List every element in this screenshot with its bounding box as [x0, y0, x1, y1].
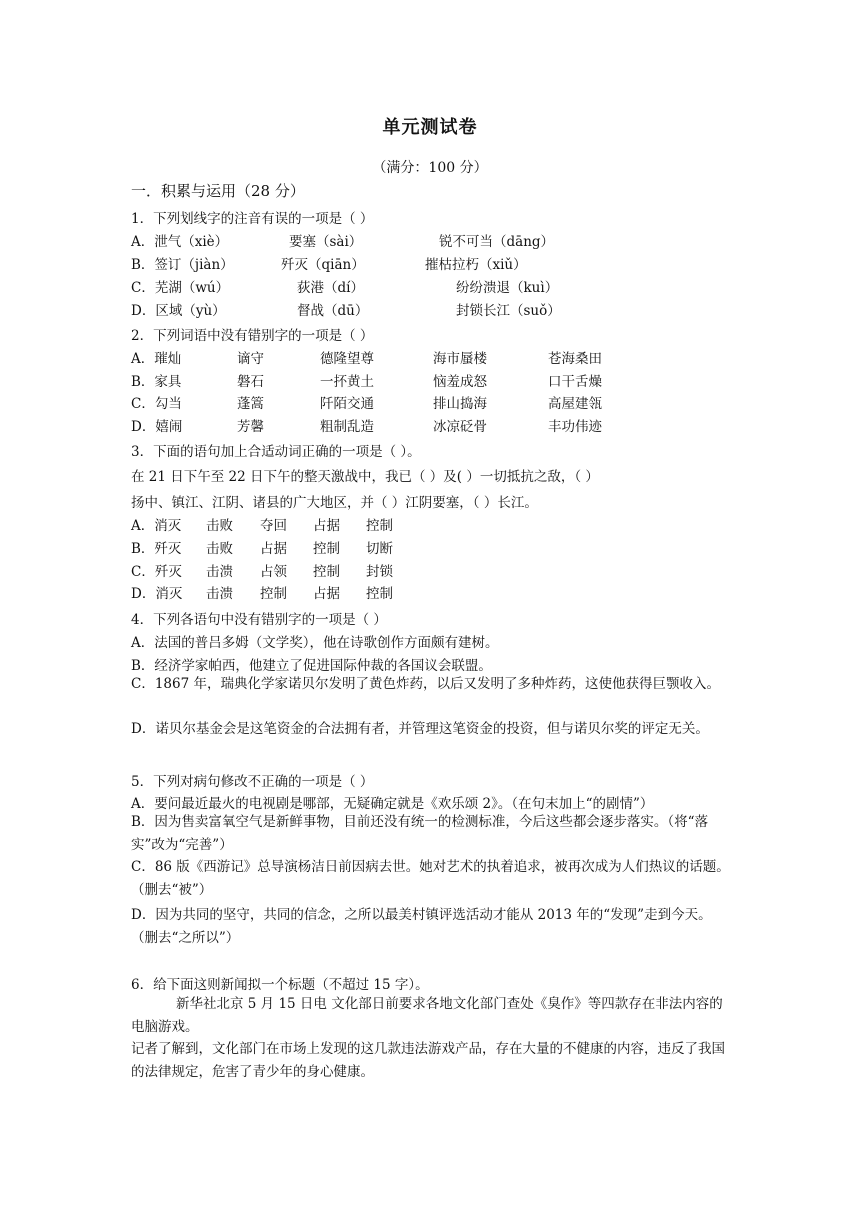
- page-title: 单元测试卷: [382, 117, 478, 138]
- section-heading: 一．积累与运用（28 分）: [131, 182, 305, 200]
- option-word: 控制: [260, 586, 287, 602]
- question-4-option-d: D．诺贝尔基金会是这笔资金的合法拥有者，并管理这笔资金的投资，但与诺贝尔奖的评定无关。: [131, 721, 709, 737]
- option-word: 占据: [260, 541, 287, 557]
- option-word: 德隆望尊: [320, 351, 374, 367]
- option-word: 控制: [366, 586, 393, 602]
- option-word: D．区域（yù）: [131, 303, 226, 319]
- option-word: 粗制乱造: [320, 419, 374, 435]
- option-word: C．芜湖（wú）: [131, 280, 230, 296]
- question-3-stem: 3．下面的语句加上合适动词正确的一项是（ ）。: [131, 444, 421, 460]
- option-word: A．消灭: [131, 518, 182, 534]
- option-word: 控制: [313, 564, 340, 580]
- option-word: 控制: [366, 518, 393, 534]
- option-word: 占据: [313, 586, 340, 602]
- option-word: D．嬉闹: [131, 419, 183, 435]
- question-5-option-a: A．要问最近最火的电视剧是哪部，无疑确定就是《欢乐颂 2》。（在句末加上“的剧情”）: [131, 796, 654, 812]
- option-word: 封锁: [366, 564, 393, 580]
- question-4-option-a: A．法国的普吕多姆（文学奖），他在诗歌创作方面颇有建树。: [131, 635, 499, 651]
- question-4-option-c: C．1867 年，瑞典化学家诺贝尔发明了黄色炸药，以后又发明了多种炸药，这使他获得巨颚收入。: [131, 676, 720, 692]
- option-word: 纷纷溃退（kuì）: [456, 280, 559, 296]
- news-paragraph: 新华社北京 5 月 15 日电 文化部日前要求各地文化部门查处《臭作》等四款存在非法内容的电脑游戏。: [131, 996, 723, 1035]
- option-word: A．璀灿: [131, 351, 182, 367]
- option-word: 高屋建瓴: [548, 396, 602, 412]
- news-paragraph: 记者了解到，文化部门在市场上发现的这几款违法游戏产品，存在大量的不健康的内容，违反了我国的法律规定，危害了青少年的身心健康。: [131, 1041, 725, 1080]
- question-5-stem: 5．下列对病句修改不正确的一项是（ ）: [131, 774, 374, 790]
- option-word: 一抔黄土: [320, 374, 374, 390]
- option-word: D．消灭: [131, 586, 183, 602]
- option-word: 占据: [313, 518, 340, 534]
- option-word: 口干舌燥: [548, 374, 602, 390]
- question-3-text: 扬中、镇江、江阴、诸县的广大地区，并（ ）江阴要塞，（ ）长江。: [131, 495, 538, 511]
- question-4-stem: 4．下列各语句中没有错别字的一项是（ ）: [131, 612, 387, 628]
- option-word: 苍海桑田: [548, 351, 602, 367]
- question-4-option-b: B．经济学家帕西，他建立了促进国际仲裁的各国议会联盟。: [131, 658, 492, 674]
- option-word: 荻港（dí）: [297, 280, 364, 296]
- option-word: 海市蜃楼: [433, 351, 487, 367]
- option-word: 阡陌交通: [320, 396, 374, 412]
- option-word: 控制: [313, 541, 340, 557]
- question-5-option-b: B．因为售卖富氧空气是新鲜事物，目前还没有统一的检测标准，今后这些都会逐步落实。（将“落实”改为“完善”）: [131, 814, 709, 853]
- option-word: 要塞（sài）: [289, 234, 363, 250]
- option-word: 锐不可当（dāng）: [439, 234, 555, 250]
- option-word: 摧枯拉朽（xiǔ）: [425, 257, 527, 273]
- option-word: 击溃: [206, 564, 233, 580]
- option-word: 丰功伟迹: [548, 419, 602, 435]
- option-word: 击溃: [206, 586, 233, 602]
- option-word: B．歼灭: [131, 541, 182, 557]
- option-word: 芳馨: [237, 419, 264, 435]
- option-word: 谪守: [237, 351, 264, 367]
- option-word: 冰凉砭骨: [433, 419, 487, 435]
- option-word: 封锁长江（suǒ）: [456, 303, 561, 319]
- option-word: A．泄气（xiè）: [131, 234, 229, 250]
- option-word: C．勾当: [131, 396, 182, 412]
- question-1-stem: 1．下列划线字的注音有误的一项是（ ）: [131, 211, 374, 227]
- option-word: 恼羞成怒: [433, 374, 487, 390]
- option-word: 排山捣海: [433, 396, 487, 412]
- option-word: C．歼灭: [131, 564, 182, 580]
- question-5-option-c: C．86 版《西游记》总导演杨洁日前因病去世。她对艺术的执着追求，被再次成为人们热议的话题。（删去“被”）: [131, 859, 730, 898]
- question-2-stem: 2．下列词语中没有错别字的一项是（ ）: [131, 328, 374, 344]
- option-word: B．家具: [131, 374, 182, 390]
- option-word: 击败: [206, 541, 233, 557]
- option-word: 督战（dū）: [297, 303, 369, 319]
- option-word: 切断: [366, 541, 393, 557]
- option-word: 歼灭（qiān）: [281, 257, 365, 273]
- score-note: （满分：100 分）: [372, 160, 488, 176]
- option-word: 占领: [260, 564, 287, 580]
- option-word: 蓬篙: [237, 396, 264, 412]
- question-5-option-d: D．因为共同的坚守，共同的信念，之所以最美村镇评选活动才能从 2013 年的“发现”走到今天。（删去“之所以”）: [131, 907, 712, 946]
- option-word: B．签订（jiàn）: [131, 257, 234, 273]
- option-word: 击败: [206, 518, 233, 534]
- question-6-stem: 6．给下面这则新闻拟一个标题（不超过 15 字）。: [131, 977, 429, 993]
- option-word: 磐石: [237, 374, 264, 390]
- question-3-text: 在 21 日下午至 22 日下午的整天激战中，我已（ ）及( ）一切抵抗之敌，（ ）: [131, 469, 599, 485]
- option-word: 夺回: [260, 518, 287, 534]
